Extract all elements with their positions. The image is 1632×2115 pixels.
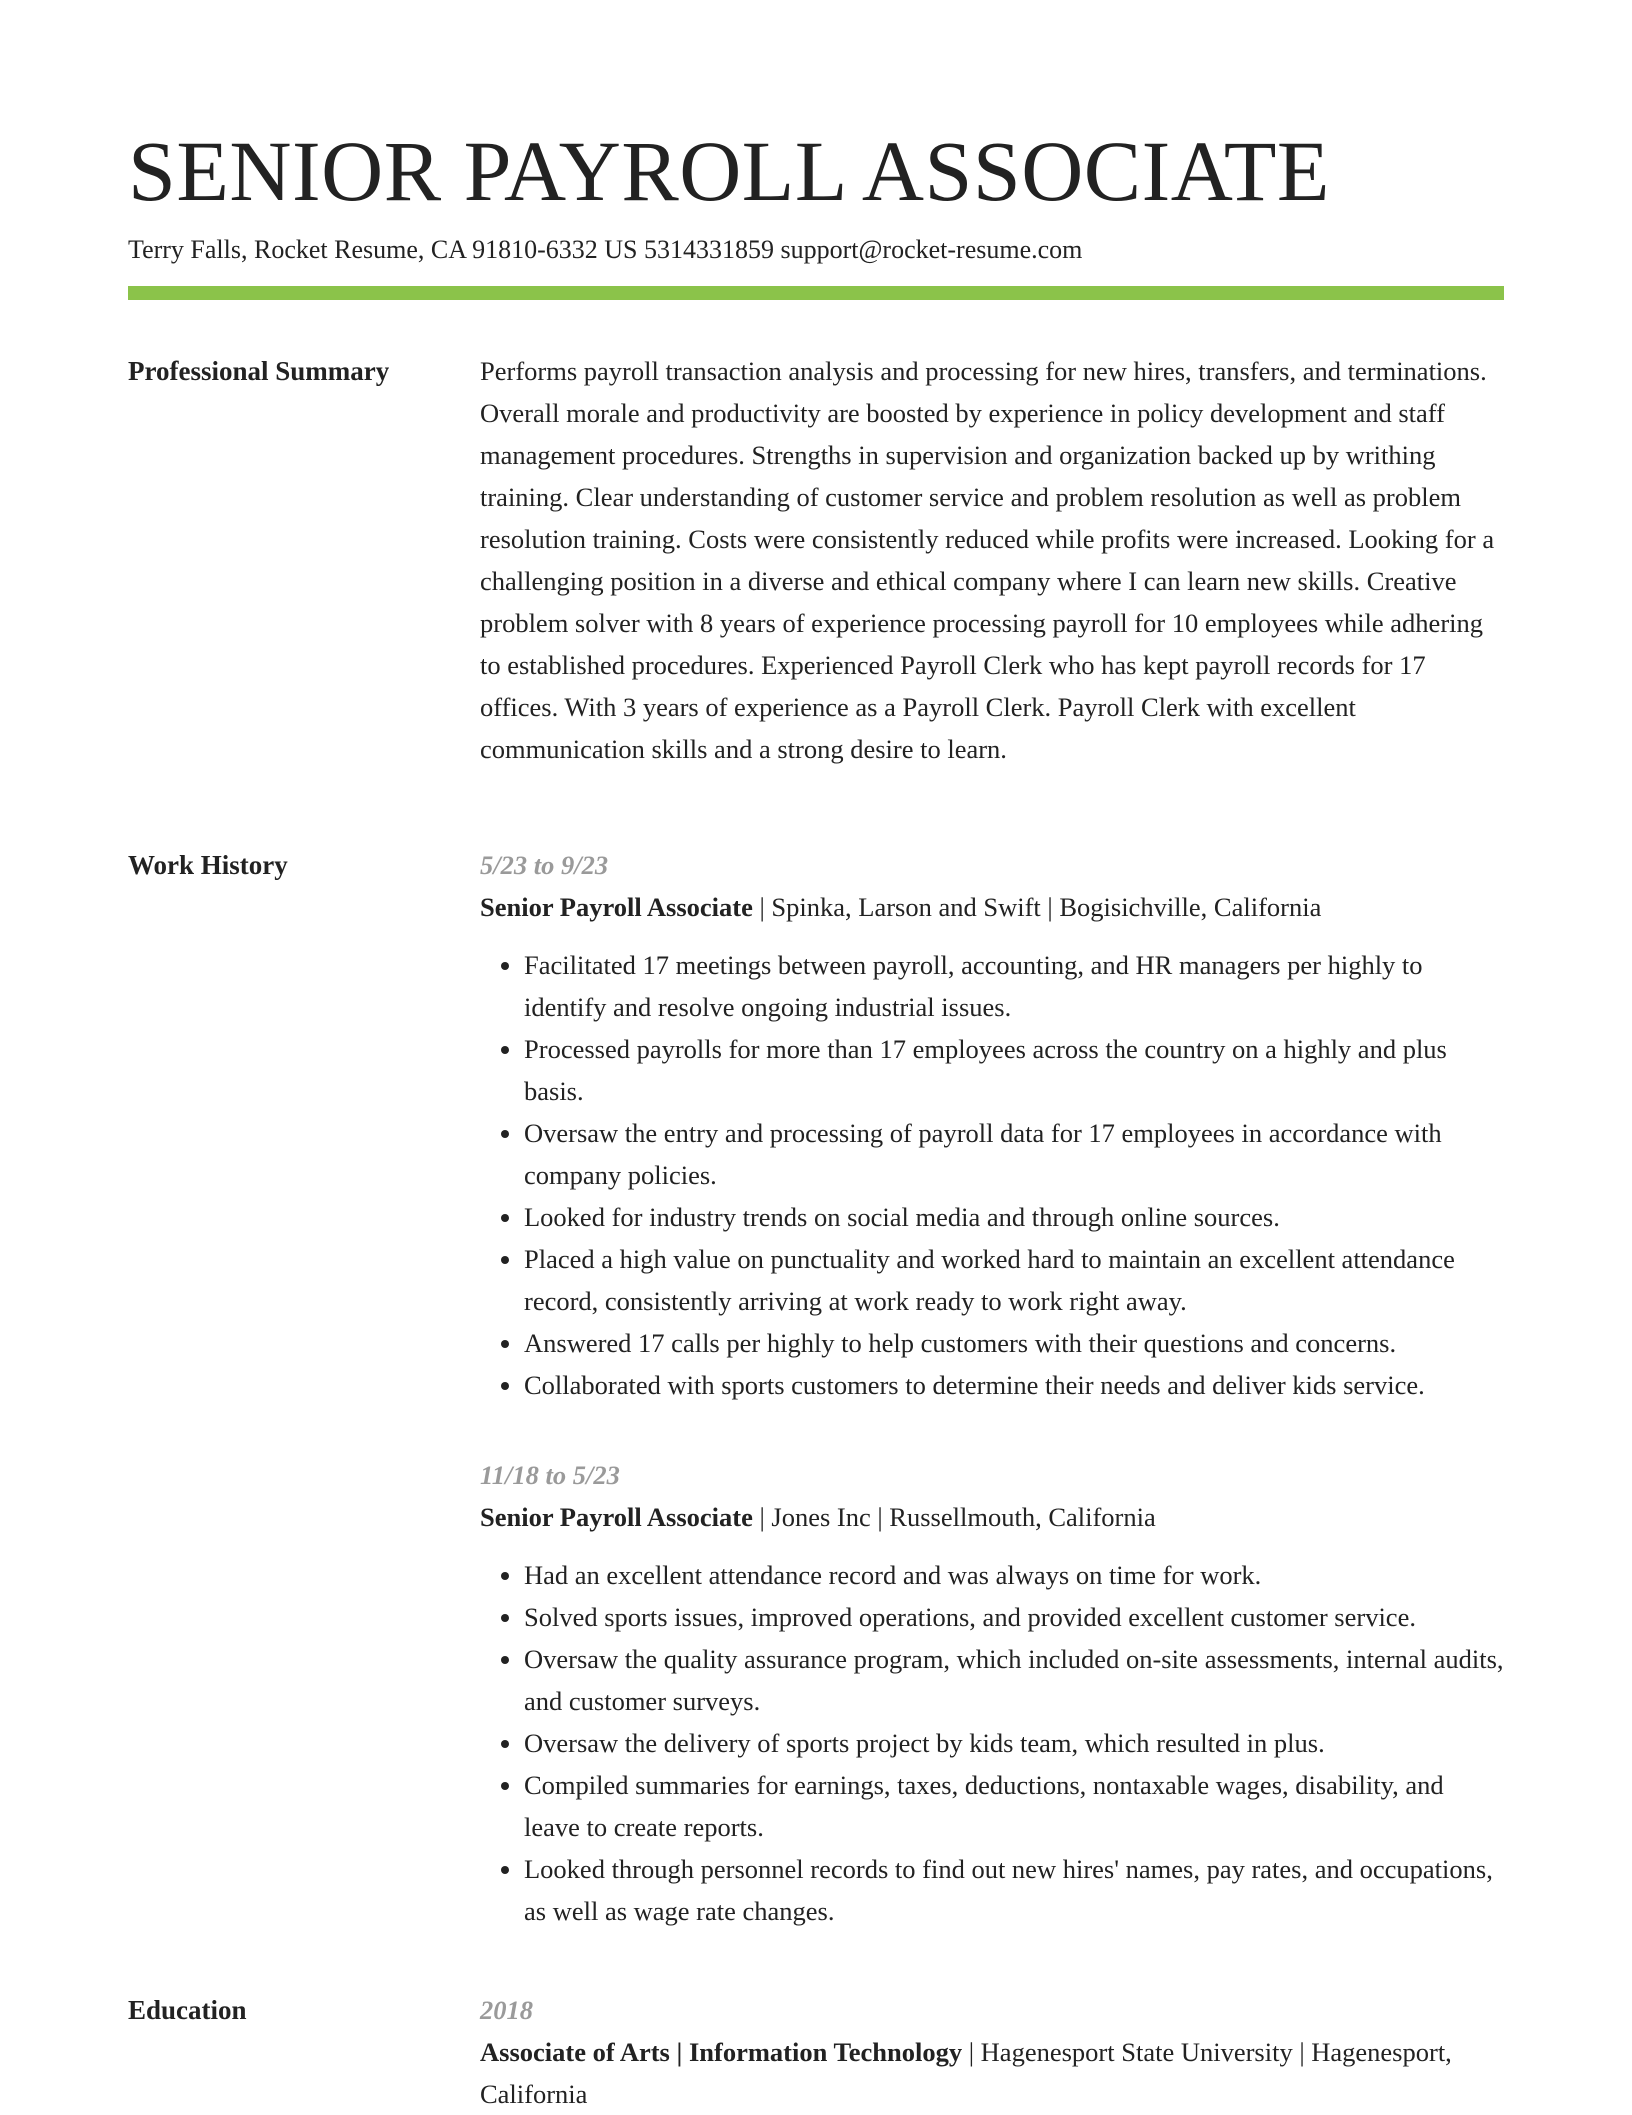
job-entry	[480, 1454, 1504, 1932]
job-bullet: • Compiled summaries for earnings, taxes, deductions, nontaxable wages, disability, and leave to create reports.	[524, 1764, 1504, 1848]
summary-heading: Professional Summary	[128, 356, 390, 386]
job-bullet: • Looked through personnel records to find out new hires' names, pay rates, and occupations, as well as wage rate changes.	[524, 1848, 1504, 1932]
job-line	[480, 886, 1504, 928]
job-entry	[480, 844, 1504, 1406]
education-heading: Education	[128, 1995, 247, 2025]
job-dates: 5/23 to 9/23	[480, 850, 609, 880]
job-bullet: • Oversaw the entry and processing of payroll data for 17 employees in accordance with company policies.	[524, 1112, 1504, 1196]
job-bullet: • Answered 17 calls per highly to help customers with their questions and concerns.	[524, 1322, 1504, 1364]
job-title: Senior Payroll Associate	[480, 1502, 753, 1532]
work-history-heading: Work History	[128, 850, 288, 880]
job-details: | Spinka, Larson and Swift | Bogisichville, California	[752, 892, 1322, 922]
job-bullet: • Oversaw the quality assurance program, which included on-site assessments, internal audits, and customer surveys.	[524, 1638, 1504, 1722]
resume-title: SENIOR PAYROLL ASSOCIATE	[128, 123, 1330, 219]
education-content	[480, 1989, 1504, 2115]
job-line	[480, 1496, 1504, 1538]
education-details: | Hagenesport State University | Hagenesport, California	[480, 2037, 1452, 2109]
job-bullet: • Collaborated with sports customers to determine their needs and deliver kids service.	[524, 1364, 1504, 1406]
summary-text: Performs payroll transaction analysis and processing for new hires, transfers, and terminations. Overall morale and productivity are boosted by experience in policy development and staff management procedures. Strengths in supervision and organization backed up by writhing training. Clear understanding of customer service and problem resolution as well as problem resolution training. Costs were consistently reduced while profits were increased. Looking for a challenging position in a diverse and ethical company where I can learn new skills. Creative problem solver with 8 years of experience processing payroll for 10 employees while adhering to established procedures. Experienced Payroll Clerk who has kept payroll records for 17 offices. With 3 years of experience as a Payroll Clerk. Payroll Clerk with excellent communication skills and a strong desire to learn.	[480, 356, 1495, 764]
job-bullet: • Looked for industry trends on social media and through online sources.	[524, 1196, 1504, 1238]
job-bullet-list	[480, 1554, 1504, 1932]
job-bullet: • Oversaw the delivery of sports project by kids team, which resulted in plus.	[524, 1722, 1504, 1764]
job-bullet: • Solved sports issues, improved operations, and provided excellent customer service.	[524, 1596, 1504, 1638]
education-year: 2018	[480, 1995, 533, 2025]
education-line	[480, 2031, 1504, 2115]
accent-divider	[128, 286, 1504, 300]
work-history-content	[480, 844, 1504, 1932]
job-title: Senior Payroll Associate	[480, 892, 753, 922]
job-bullet: • Processed payrolls for more than 17 employees across the country on a highly and plus basis.	[524, 1028, 1504, 1112]
job-bullet: • Placed a high value on punctuality and worked hard to maintain an excellent attendance record, consistently arriving at work ready to work right away.	[524, 1238, 1504, 1322]
job-details: | Jones Inc | Russellmouth, California	[752, 1502, 1156, 1532]
job-bullet-list	[480, 944, 1504, 1406]
job-bullet: • Had an excellent attendance record and was always on time for work.	[524, 1554, 1504, 1596]
education-degree: Associate of Arts | Information Technology	[480, 2037, 963, 2067]
job-dates: 11/18 to 5/23	[480, 1460, 620, 1490]
contact-line: Terry Falls, Rocket Resume, CA 91810-6332 US 5314331859 support@rocket-resume.com	[128, 235, 1083, 264]
summary-content	[480, 350, 1504, 770]
job-bullet: • Facilitated 17 meetings between payroll, accounting, and HR managers per highly to identify and resolve ongoing industrial issues.	[524, 944, 1504, 1028]
